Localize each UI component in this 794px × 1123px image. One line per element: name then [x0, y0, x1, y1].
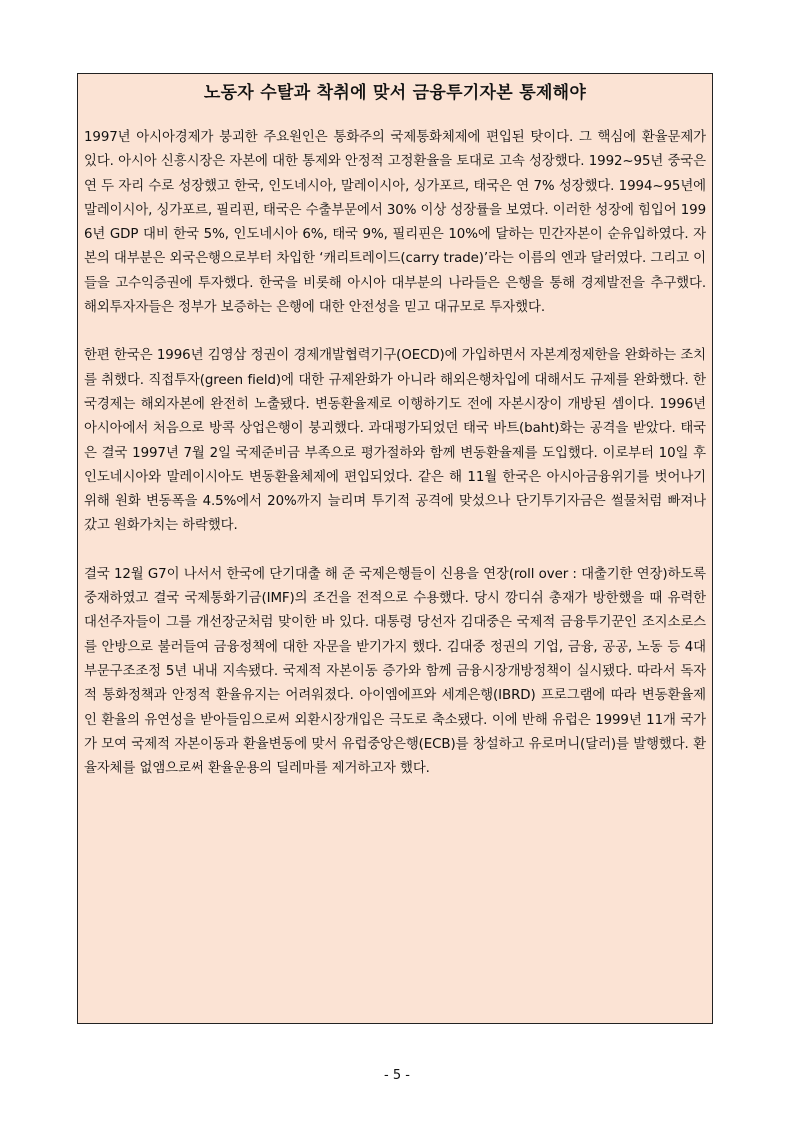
paragraph-2: 한편 한국은 1996년 김영삼 정권이 경제개발협력기구(OECD)에 가입하면서 자본계정제한을 완화하는 조치를 취했다. 직접투자(green field)에 대한 규제완화가 아니라 해외은행차입에 대해서도 규제를 완화했다. 한국경제는 해외자본에 완전히 노출됐다. 변동환율제로 이행하기도 전에 자본시장이 개방된 셈이다. 1996년 아시아에서 처음으로 방콕 상업은행이 붕괴했다. 과대평가되었던 태국 바트(baht)화는 공격을 받았다. 태국은 결국 1997년 7월 2일 국제준비금 부족으로 평가절하와 함께 변동환율제를 도입했다. 이로부터 10일 후 인도네시아와 말레이시아도 변동환율체제에 편입되었다. 같은 해 11월 한국은 아시아금융위기를 벗어나기 위해 원화 변동폭을 4.5%에서 20%까지 늘리며 투기적 공격에 맞섰으나 단기투기자금은 썰물처럼 빠져나갔고 원화가치는 하락했다.	[84, 348, 706, 534]
paragraph-3: 결국 12월 G7이 나서서 한국에 단기대출 해 준 국제은행들이 신용을 연장(roll over : 대출기한 연장)하도록 중재하였고 결국 국제통화기금(IMF)의 조건을 전적으로 수용했다. 당시 깡디쉬 총재가 방한했을 때 유력한 대선주자들이 그를 개선장군처럼 맞이한 바 있다. 대통령 당선자 김대중은 국제적 금융투기꾼인 조지소로스를 안방으로 불러들여 금융정책에 대한 자문을 받기가지 했다. 김대중 정권의 기업, 금융, 공공, 노동 등 4대 부문구조조정 5년 내내 지속됐다. 국제적 자본이동 증가와 함께 금융시장개방정책이 실시됐다. 따라서 독자적 통화정책과 안정적 환율유지는 어려워졌다. 아이엠에프와 세계은행(IBRD) 프로그램에 따라 변동환율제인 환율의 유연성을 받아들임으로써 외환시장개입은 극도로 축소됐다. 이에 반해 유럽은 1999년 11개 국가가 모여 국제적 자본이동과 환율변동에 맞서 유럽중앙은행(ECB)를 창설하고 유로머니(달러)를 발행했다. 환율자체를 없앰으로써 환율운용의 딜레마를 제거하고자 했다.	[84, 566, 706, 777]
page-number: - 5 -	[384, 1068, 410, 1083]
paragraph-1: 1997년 아시아경제가 붕괴한 주요원인은 통화주의 국제통화체제에 편입된 탓이다. 그 핵심에 환율문제가 있다. 아시아 신흥시장은 자본에 대한 통제와 안정적 고정환율을 토대로 고속 성장했다. 1992~95년 중국은 연 두 자리 수로 성장했고 한국, 인도네시아, 말레이시아, 싱가포르, 태국은 연 7% 성장했다. 1994~95년에 말레이시아, 싱가포르, 필리핀, 태국은 수출부문에서 30% 이상 성장률을 보였다. 이러한 성장에 힘입어 1996년 GDP 대비 한국 5%, 인도네시아 6%, 태국 9%, 필리핀은 10%에 달하는 민간자본이 순유입하였다. 자본의 대부분은 외국은행으로부터 차입한 ‘캐리트레이드(carry trade)’라는 이름의 엔과 달러였다. 그리고 이들을 고수익증권에 투자했다. 한국을 비롯해 아시아 대부분의 나라들은 은행을 통해 경제발전을 추구했다. 해외투자자들은 정부가 보증하는 은행에 대한 안전성을 믿고 대규모로 투자했다.	[84, 130, 706, 316]
article-title: 노동자 수탈과 착취에 맞서 금융투기자본 통제해야	[203, 83, 587, 103]
article-box	[77, 73, 713, 1024]
